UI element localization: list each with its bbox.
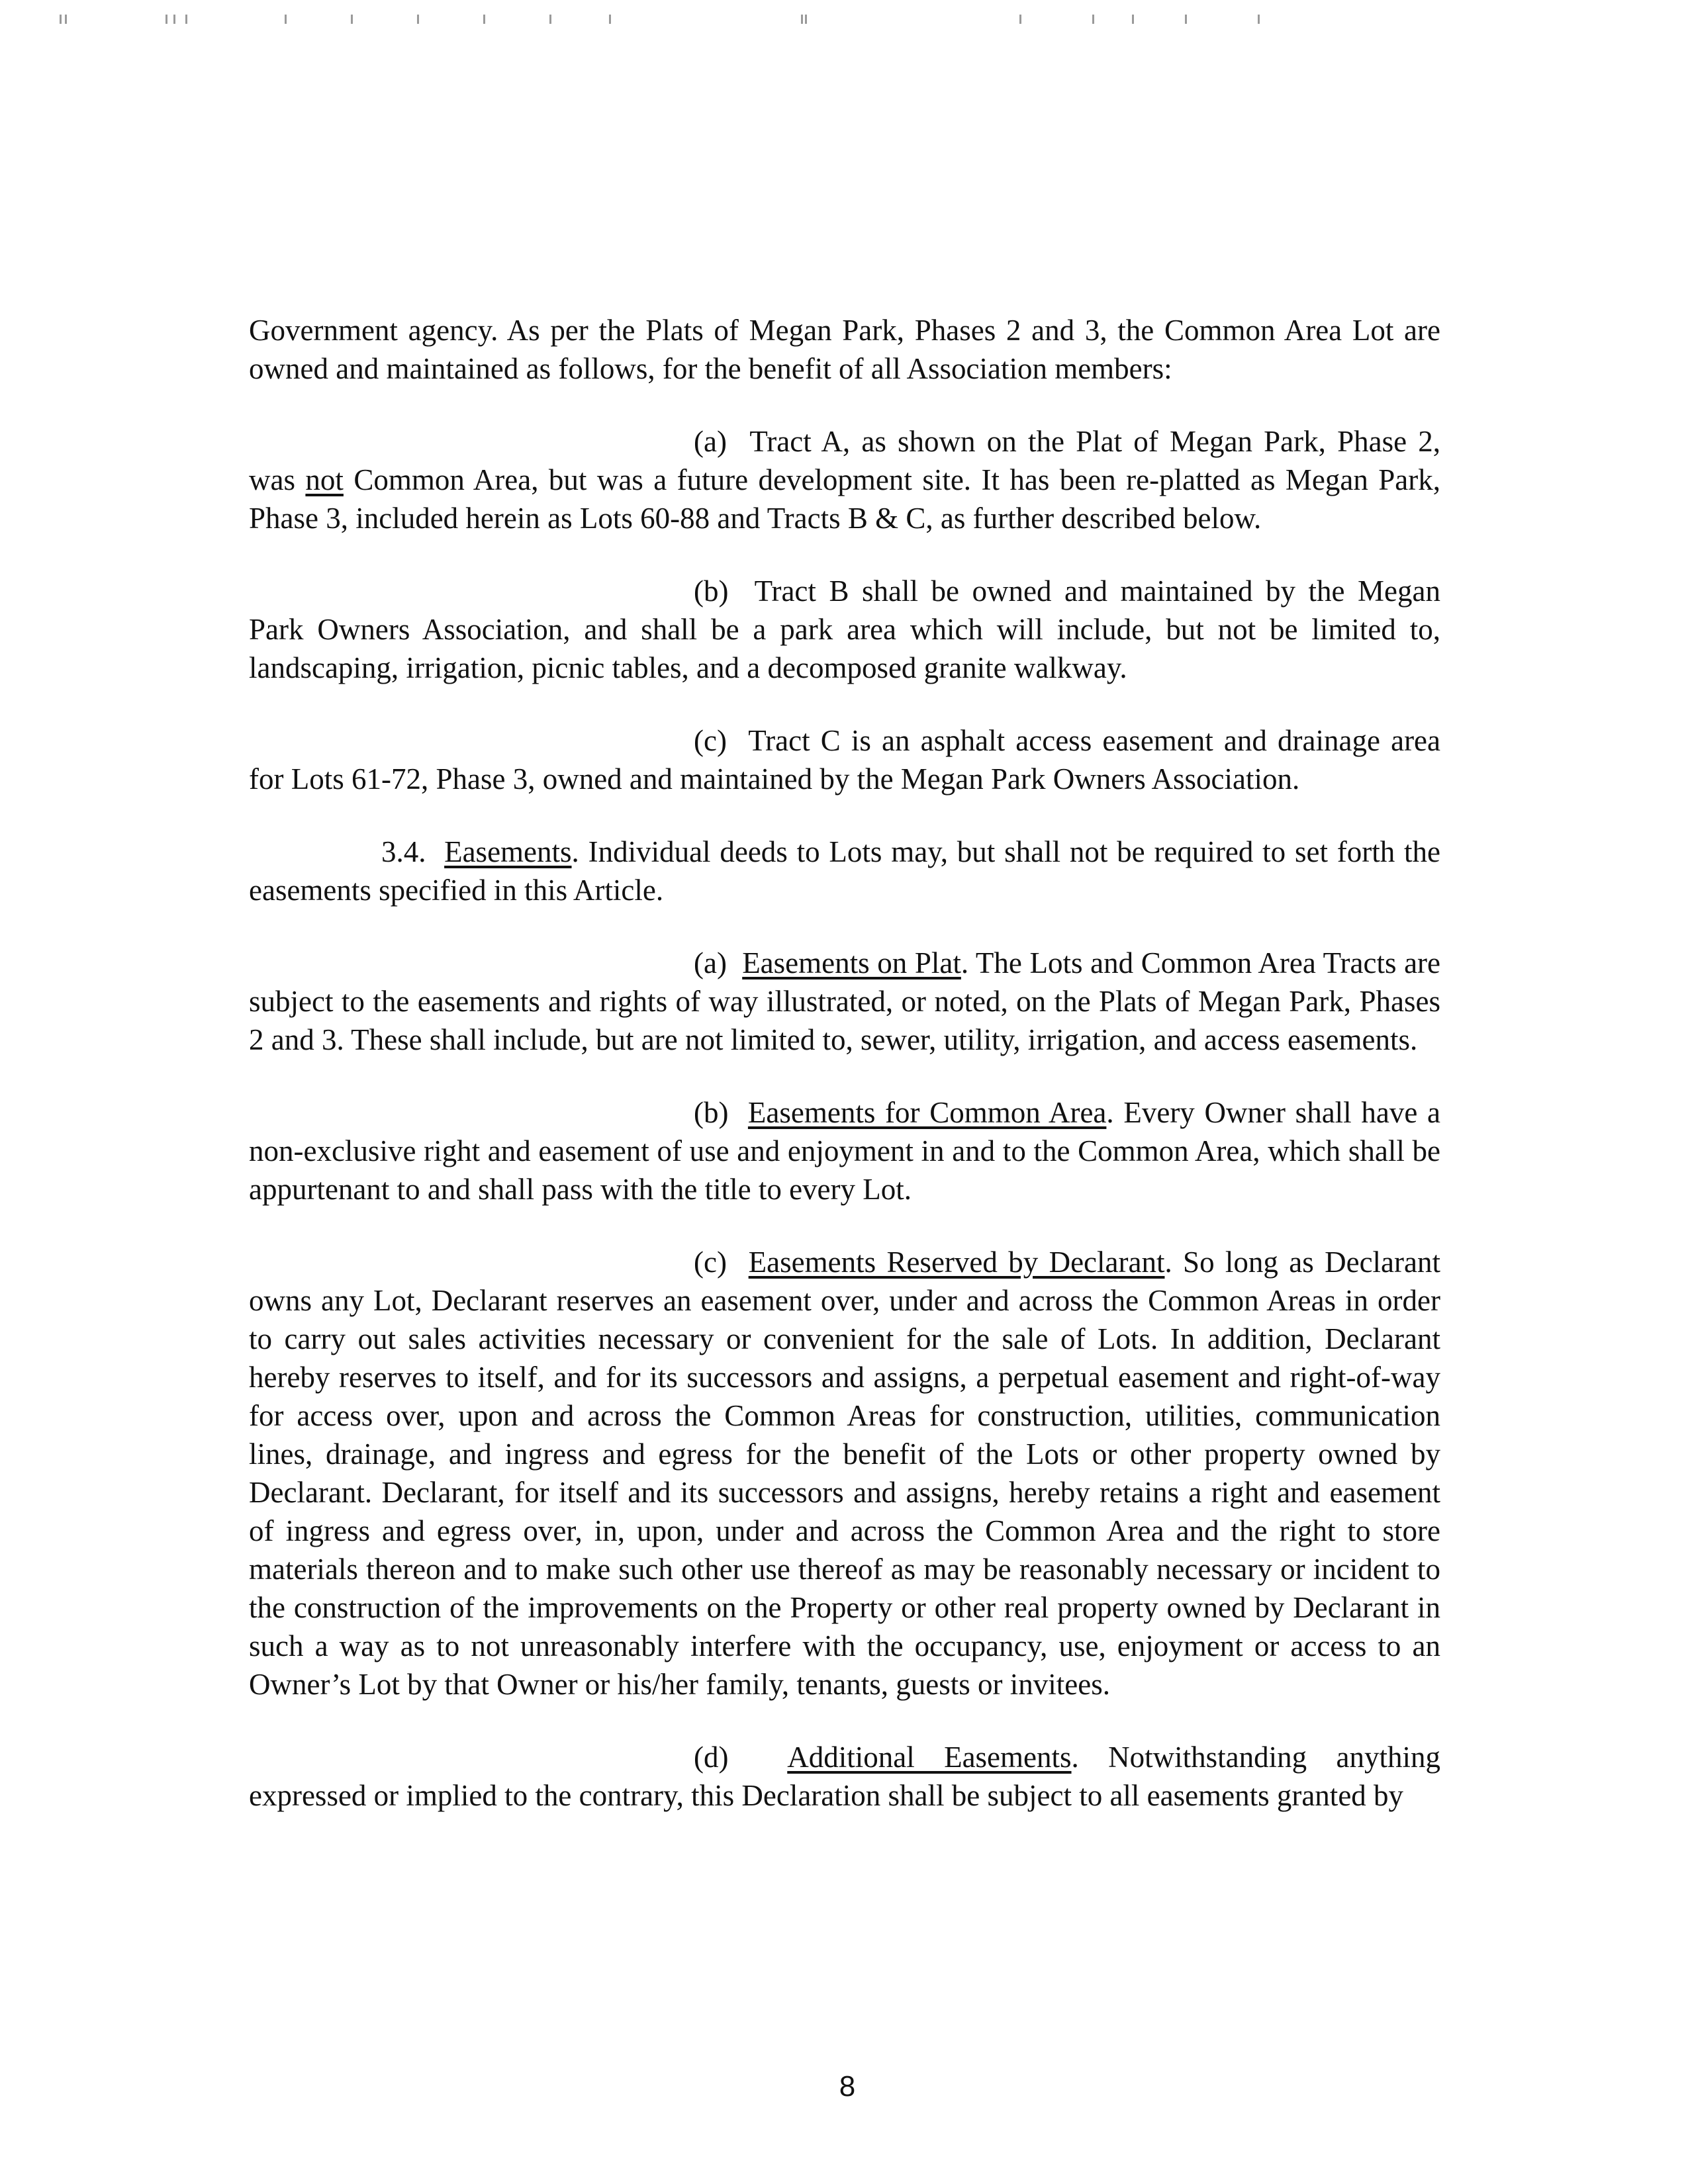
- section-3-4-easements: 3.4. Easements. Individual deeds to Lots may, but shall not be required to set forth the easements specified in this Article.: [249, 833, 1440, 909]
- paragraph-common-area-intro: Government agency. As per the Plats of Megan Park, Phases 2 and 3, the Common Area Lot are owned and maintained as follows, for the benefit of all Association members:: [249, 314, 1440, 385]
- section-number: 3.4.: [381, 835, 426, 868]
- section-title: Easements: [444, 835, 572, 868]
- paragraph-easements-common-area: (b) Easements for Common Area. Every Owner shall have a non-exclusive right and easement of use and enjoyment in and to the Common Area, which shall be appurtenant to and shall pass with the title to every Lot.: [249, 1093, 1440, 1208]
- item-title: Additional Easements: [787, 1741, 1072, 1774]
- item-label: (c): [694, 1246, 727, 1279]
- document-body: [249, 311, 1440, 1849]
- item-label: (a): [694, 946, 727, 979]
- item-label: (c): [694, 724, 727, 757]
- item-title: Easements on Plat: [742, 946, 961, 979]
- item-label: (b): [694, 1096, 729, 1129]
- paragraph-tract-a: (a) Tract A, as shown on the Plat of Megan Park, Phase 2, was not Common Area, but was a future development site. It has been re-platted as Megan Park, Phase 3, included herein as Lots 60-88 and Tracts B & C, as further described below.: [249, 422, 1440, 537]
- paragraph-tract-b: (b) Tract B shall be owned and maintained by the Megan Park Owners Association, and shall be a park area which will include, but not be limited to, landscaping, irrigation, picnic tables, and a decomposed granite walkway.: [249, 572, 1440, 687]
- item-title: Easements Reserved by Declarant: [748, 1246, 1165, 1279]
- paragraph-tract-c: (c) Tract C is an asphalt access easement and drainage area for Lots 61-72, Phase 3, owned and maintained by the Megan Park Owners Association.: [249, 721, 1440, 798]
- item-label: (a): [694, 425, 727, 458]
- paragraph-easements-on-plat: (a) Easements on Plat. The Lots and Common Area Tracts are subject to the easements and rights of way illustrated, or noted, on the Plats of Megan Park, Phases 2 and 3. These shall include, but are not limited to, sewer, utility, irrigation, and access easements.: [249, 944, 1440, 1059]
- item-label: (d): [694, 1741, 729, 1774]
- page-number: 8: [839, 2070, 856, 2103]
- underlined-word: not: [305, 463, 344, 496]
- item-label: (b): [694, 574, 729, 608]
- item-title: Easements for Common Area: [747, 1096, 1107, 1129]
- paragraph-easements-reserved: (c) Easements Reserved by Declarant. So long as Declarant owns any Lot, Declarant reserves an easement over, under and across the Common Areas in order to carry out sales activities necessary or convenient for the sale of Lots. In addition, Declarant hereby reserves to itself, and for its successors and assigns, a perpetual easement and right-of-way for access over, upon and across the Common Areas for construction, utilities, communication lines, drainage, and ingress and egress for the benefit of the Lots or other property owned by Declarant. Declarant, for itself and its successors and assigns, hereby retains a right and easement of ingress and egress over, in, upon, under and across the Common Area and the right to store materials thereon and to make such other use thereof as may be reasonably necessary or incident to the construction of the improvements on the Property or other real property owned by Declarant in such a way as to not unreasonably interfere with the occupancy, use, enjoyment or access to an Owner’s Lot by that Owner or his/her family, tenants, guests or invitees.: [249, 1243, 1440, 1704]
- scan-edge-artifacts: [60, 15, 1264, 28]
- paragraph-additional-easements: (d) Additional Easements. Notwithstanding anything expressed or implied to the contrary, this Declaration shall be subject to all easements granted by: [249, 1738, 1440, 1815]
